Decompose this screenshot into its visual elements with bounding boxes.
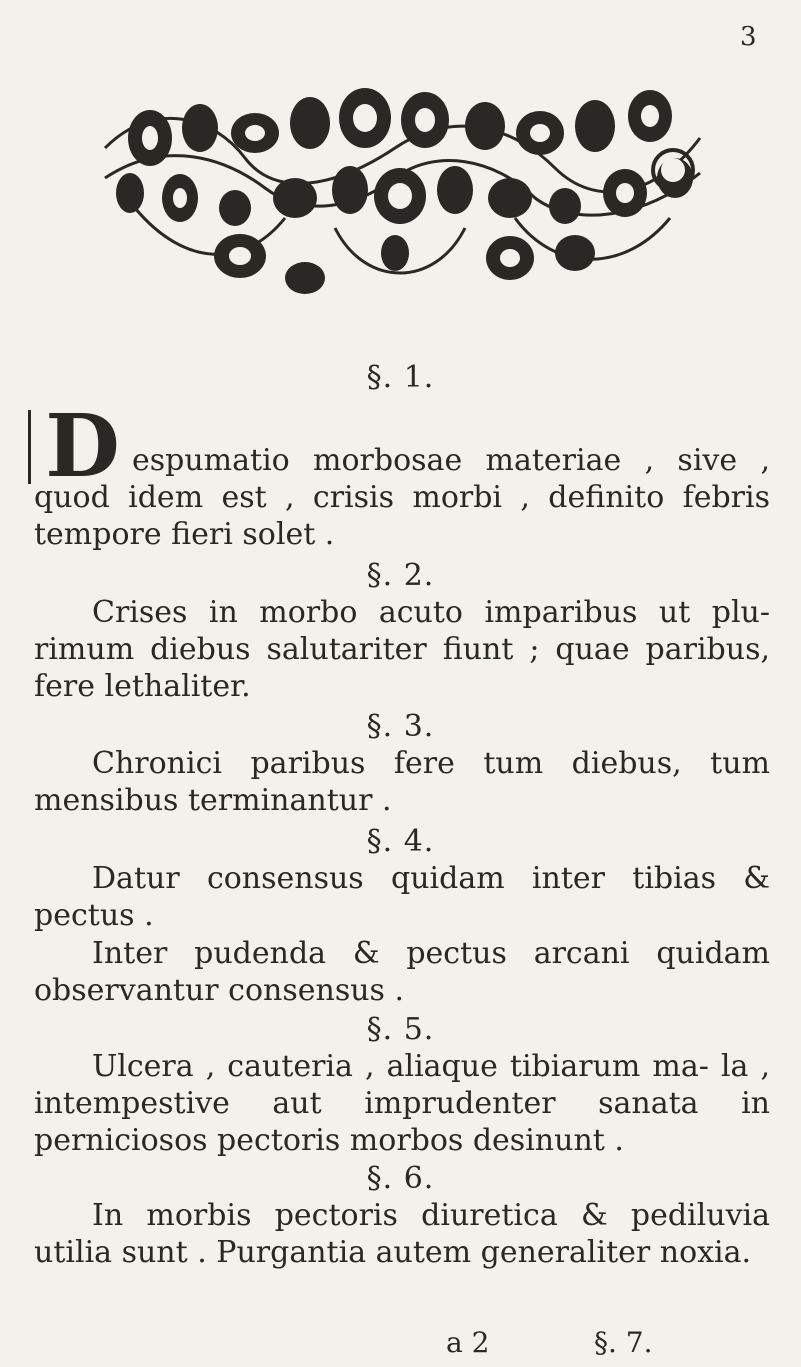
drop-cap-letter: D	[28, 410, 134, 484]
signature-mark: a 2	[446, 1326, 490, 1359]
section-1-first-line: espumatio morbosae materiae , sive ,	[132, 443, 770, 478]
page-number: 3	[740, 22, 757, 52]
section-3-text: Chronici paribus fere tum diebus, tum mensibus terminantur .	[34, 746, 770, 818]
section-mark-2: §. 2.	[366, 558, 435, 593]
section-mark-3: §. 3.	[366, 709, 435, 744]
section-4-text-2: Inter pudenda & pectus arcani quidam observantur consensus .	[34, 936, 770, 1008]
section-mark-6: §. 6.	[366, 1161, 435, 1196]
catchword: §. 7.	[594, 1326, 653, 1359]
section-mark-1: §. 1.	[366, 360, 435, 395]
drop-cap	[28, 396, 134, 497]
section-1-text: quod idem est , crisis morbi , definito febris tempore fieri solet .	[34, 480, 770, 552]
section-4-text: Datur consensus quidam inter tibias & pectus .	[34, 861, 770, 933]
section-6-text: In morbis pectoris diuretica & pediluvia utilia sunt . Purgantia autem generaliter noxia.	[34, 1198, 770, 1270]
section-2-text: Crises in morbo acuto imparibus ut plu- rimum diebus salutariter fiunt ; quae paribus, fere lethaliter.	[34, 595, 770, 704]
section-mark-5: §. 5.	[366, 1012, 435, 1047]
floral-headpiece-icon	[95, 78, 710, 308]
section-5-text: Ulcera , cauteria , aliaque tibiarum ma- la , intempestive aut imprudenter sanata in perniciosos pectoris morbos desinunt .	[34, 1049, 770, 1158]
section-mark-4: §. 4.	[366, 824, 435, 859]
